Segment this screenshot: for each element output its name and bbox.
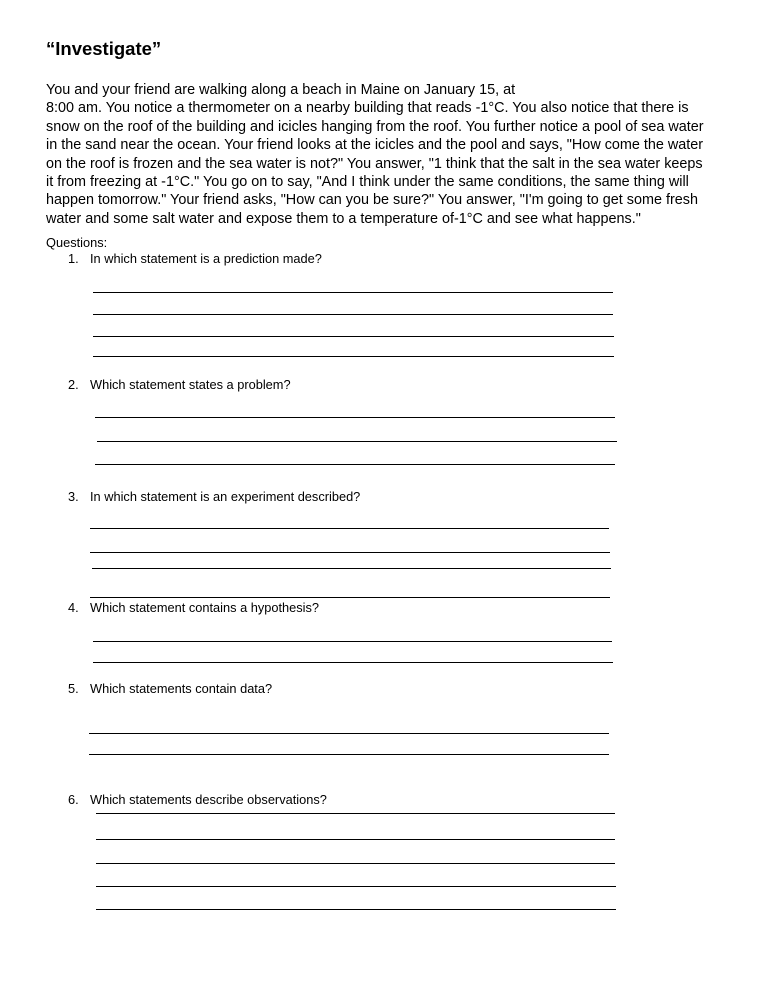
passage-line: on the roof is frozen and the sea water is not?" You answer, "1 think that the salt in the sea water keeps	[46, 155, 703, 172]
answer-line[interactable]	[92, 568, 611, 569]
answer-line[interactable]	[96, 886, 616, 887]
answer-line[interactable]	[95, 464, 615, 465]
answer-line[interactable]	[90, 597, 610, 598]
questions-header: Questions:	[46, 235, 108, 250]
answer-line[interactable]	[93, 662, 613, 663]
worksheet-title: “Investigate”	[46, 38, 162, 59]
answer-line[interactable]	[90, 528, 609, 529]
question-text: Which statement states a problem?	[90, 377, 291, 392]
question-number: 3.	[68, 489, 79, 504]
question-number: 4.	[68, 600, 79, 615]
answer-line[interactable]	[93, 314, 613, 315]
answer-line[interactable]	[96, 839, 615, 840]
question-text: In which statement is an experiment described?	[90, 489, 361, 504]
passage-line: snow on the roof of the building and icicles hanging from the roof. You further notice a pool of sea water	[46, 118, 704, 135]
question-number: 1.	[68, 251, 79, 266]
passage-line: You and your friend are walking along a beach in Maine on January 15, at	[46, 82, 516, 98]
passage-line: happen tomorrow." Your friend asks, "How can you be sure?" You answer, "I'm going to get some fresh	[46, 192, 698, 209]
passage-line: 8:00 am. You notice a thermometer on a nearby building that reads -1°C. You also notice that there is	[46, 100, 689, 117]
passage-line: it from freezing at -1°C." You go on to say, "And I think under the same conditions, the same thing will	[46, 174, 689, 191]
answer-line[interactable]	[89, 733, 609, 734]
question-text: In which statement is a prediction made?	[90, 251, 322, 266]
scenario-passage	[46, 81, 736, 228]
answer-line[interactable]	[90, 552, 610, 553]
answer-line[interactable]	[96, 909, 616, 910]
answer-line[interactable]	[96, 813, 615, 814]
passage-line: water and some salt water and expose them to a temperature of-1°C and see what happens."	[46, 210, 641, 227]
question-number: 2.	[68, 377, 79, 392]
question-number: 5.	[68, 681, 79, 696]
question-text: Which statement contains a hypothesis?	[90, 600, 320, 615]
answer-line[interactable]	[93, 356, 614, 357]
answer-line[interactable]	[93, 292, 613, 293]
answer-line[interactable]	[95, 417, 615, 418]
answer-line[interactable]	[89, 754, 609, 755]
answer-line[interactable]	[97, 441, 617, 442]
question-number: 6.	[68, 792, 79, 807]
question-text: Which statements contain data?	[90, 681, 273, 696]
answer-line[interactable]	[93, 641, 612, 642]
answer-line[interactable]	[93, 336, 614, 337]
passage-line: in the sand near the ocean. Your friend looks at the icicles and the pool and says, "How come the water	[46, 137, 704, 154]
question-text: Which statements describe observations?	[90, 792, 327, 807]
answer-line[interactable]	[96, 863, 615, 864]
